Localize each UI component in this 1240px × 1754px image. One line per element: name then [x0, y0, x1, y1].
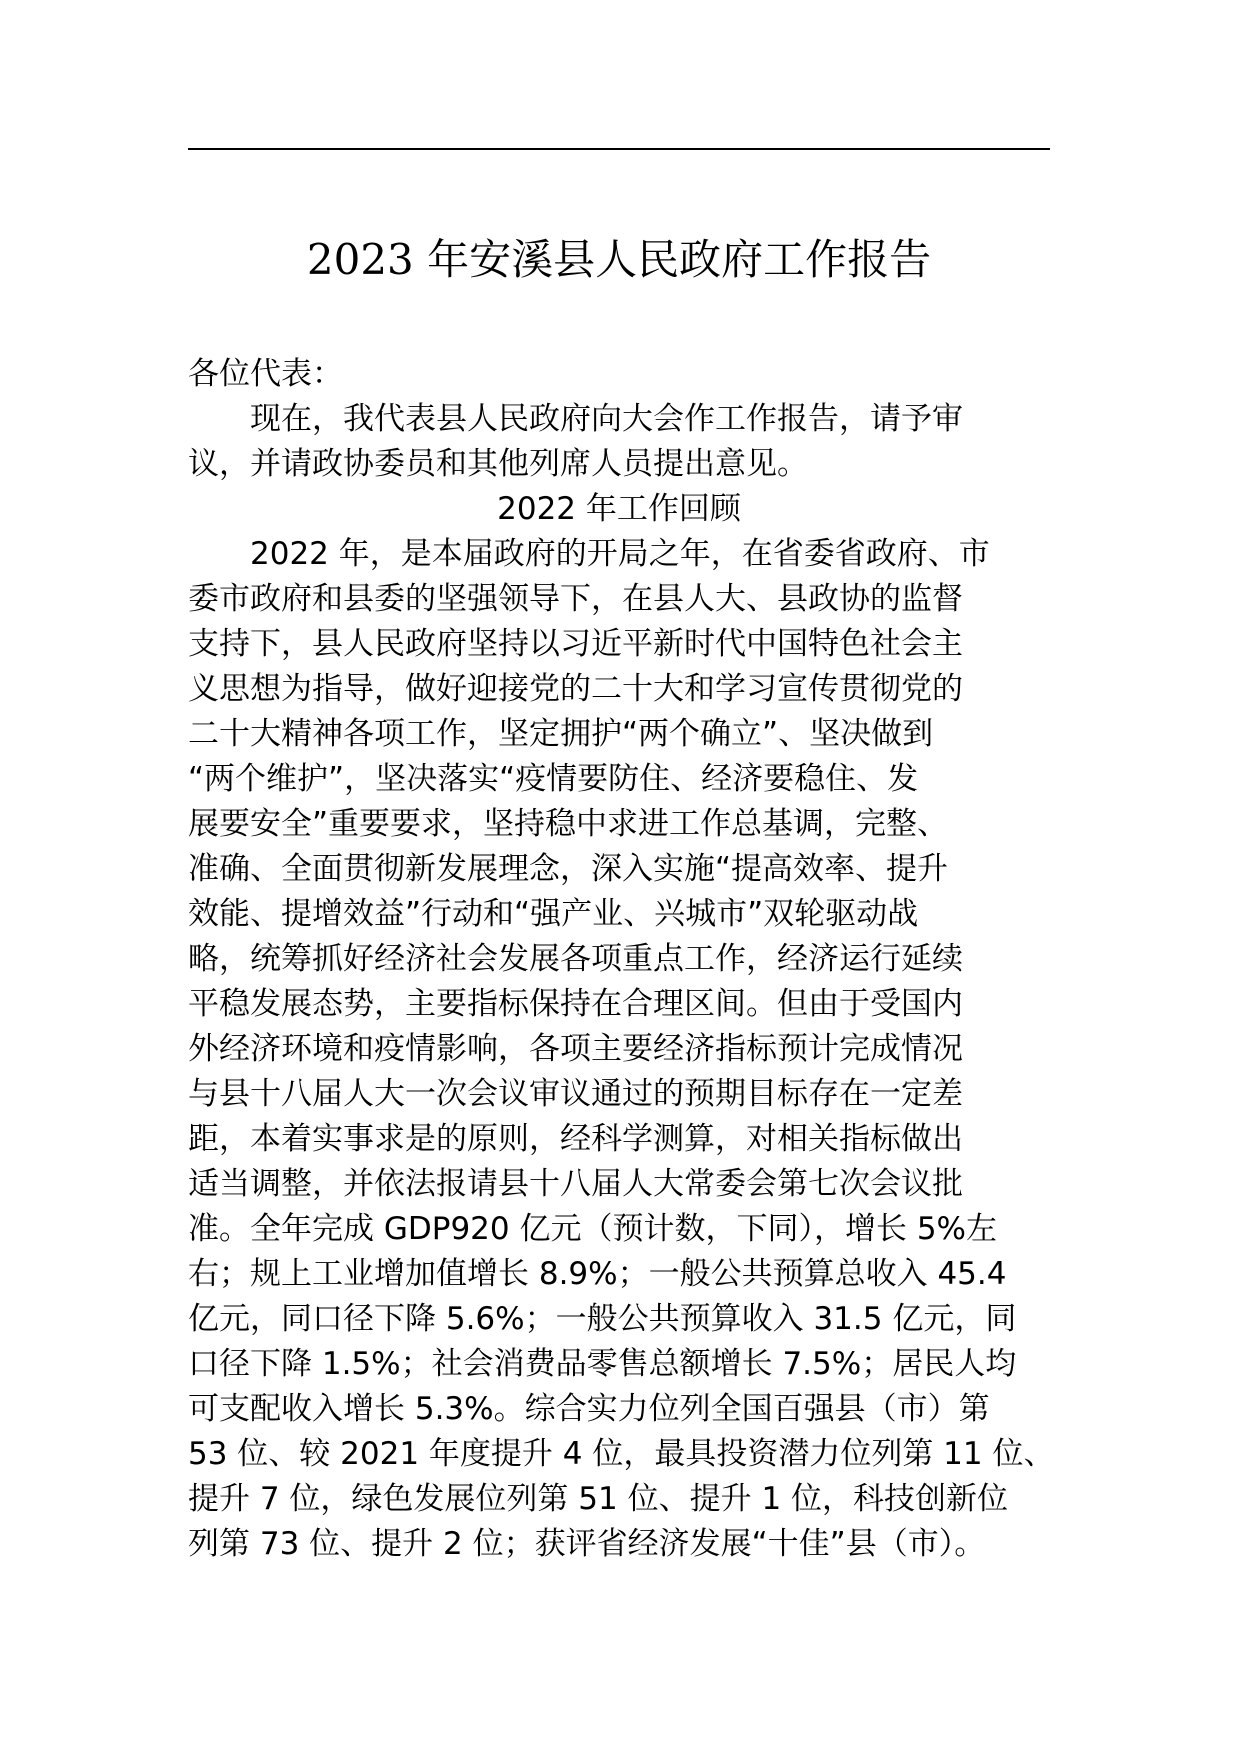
paragraph-line: 亿元，同口径下降 5.6%；一般公共预算收入 31.5 亿元，同 — [188, 1301, 1017, 1337]
header-rule — [188, 148, 1050, 150]
paragraph-line: 略，统筹抓好经济社会发展各项重点工作，经济运行延续 — [188, 941, 963, 977]
paragraph-line: 效能、提增效益”行动和“强产业、兴城市”双轮驱动战 — [188, 896, 919, 932]
intro-line: 议，并请政协委员和其他列席人员提出意见。 — [188, 446, 808, 482]
section-heading: 2022 年工作回顾 — [497, 491, 741, 527]
paragraph-line: 外经济环境和疫情影响，各项主要经济指标预计完成情况 — [188, 1031, 963, 1067]
paragraph-line: 委市政府和县委的坚强领导下，在县人大、县政协的监督 — [188, 581, 963, 617]
paragraph-line: 与县十八届人大一次会议审议通过的预期目标存在一定差 — [188, 1076, 963, 1112]
paragraph-line: 义思想为指导，做好迎接党的二十大和学习宣传贯彻党的 — [188, 671, 963, 707]
paragraph-line: 列第 73 位、提升 2 位；获评省经济发展“十佳”县（市）。 — [188, 1526, 986, 1562]
paragraph-line: 右；规上工业增加值增长 8.9%；一般公共预算总收入 45.4 — [188, 1256, 1007, 1292]
paragraph-line: “两个维护”，坚决落实“疫情要防住、经济要稳住、发 — [188, 761, 919, 797]
paragraph-line: 准。全年完成 GDP920 亿元（预计数，下同），增长 5%左 — [188, 1211, 997, 1247]
salutation: 各位代表： — [188, 356, 343, 392]
paragraph-line: 展要安全”重要要求，坚持稳中求进工作总基调，完整、 — [188, 806, 949, 842]
document-body — [188, 352, 1055, 1567]
paragraph-line: 距，本着实事求是的原则，经科学测算，对相关指标做出 — [188, 1121, 963, 1157]
paragraph-line: 口径下降 1.5%；社会消费品零售总额增长 7.5%；居民人均 — [188, 1346, 1017, 1382]
document-title: 2023 年安溪县人民政府工作报告 — [306, 235, 932, 284]
paragraph-line: 提升 7 位，绿色发展位列第 51 位、提升 1 位，科技创新位 — [188, 1481, 1009, 1517]
paragraph-line: 53 位、较 2021 年度提升 4 位，最具投资潜力位列第 11 位、 — [188, 1436, 1055, 1472]
paragraph-line: 可支配收入增长 5.3%。综合实力位列全国百强县（市）第 — [188, 1391, 990, 1427]
paragraph-line: 2022 年，是本届政府的开局之年，在省委省政府、市 — [250, 536, 990, 572]
intro-line: 现在，我代表县人民政府向大会作工作报告，请予审 — [250, 401, 963, 437]
paragraph-line: 适当调整，并依法报请县十八届人大常委会第七次会议批 — [188, 1166, 963, 1202]
paragraph-line: 准确、全面贯彻新发展理念，深入实施“提高效率、提升 — [188, 851, 949, 887]
paragraph-line: 支持下，县人民政府坚持以习近平新时代中国特色社会主 — [188, 626, 963, 662]
paragraph-line: 平稳发展态势，主要指标保持在合理区间。但由于受国内 — [188, 986, 963, 1022]
paragraph-line: 二十大精神各项工作，坚定拥护“两个确立”、坚决做到 — [188, 716, 934, 752]
